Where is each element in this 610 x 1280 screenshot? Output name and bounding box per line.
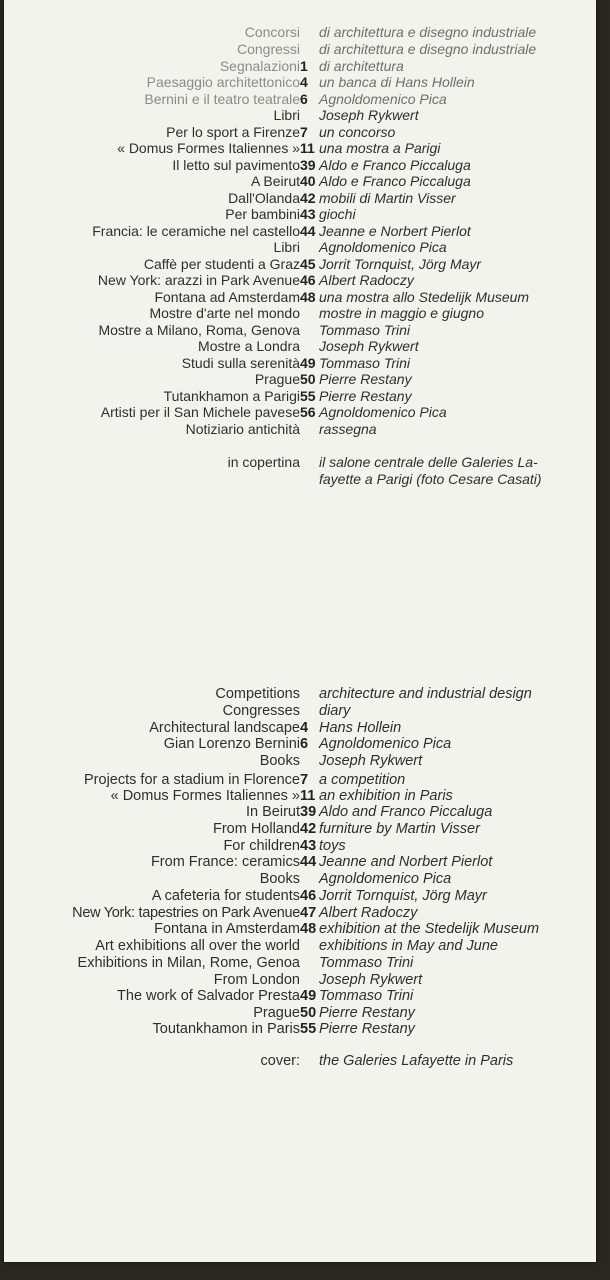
toc-desc: Tommaso Trini <box>319 988 414 1004</box>
toc-page: 1 <box>300 58 308 74</box>
toc-page: 43 <box>300 838 317 854</box>
toc-desc: Pierre Restany <box>319 388 412 404</box>
cover-row <box>4 1053 596 1070</box>
toc-row <box>4 753 596 770</box>
toc-row <box>4 388 596 405</box>
toc-page: 55 <box>300 388 316 404</box>
toc-label: From London <box>213 972 300 988</box>
toc-row <box>4 821 596 838</box>
toc-label: Per lo sport a Firenze <box>166 124 300 140</box>
toc-label: Caffè per studenti a Graz <box>143 256 300 272</box>
toc-label: A cafeteria for students <box>151 888 300 904</box>
toc-desc: an exhibition in Paris <box>319 788 453 804</box>
toc-label: Per bambini <box>225 206 300 222</box>
toc-page: 39 <box>300 804 317 820</box>
toc-label: Tutankhamon a Parigi <box>163 388 300 404</box>
toc-row <box>4 305 596 322</box>
toc-page: 42 <box>300 821 317 837</box>
toc-desc: giochi <box>319 206 356 222</box>
toc-label: Concorsi <box>244 24 300 40</box>
toc-row <box>4 720 596 737</box>
toc-page: 48 <box>300 921 317 937</box>
toc-row <box>4 854 596 871</box>
toc-label: Mostre d'arte nel mondo <box>149 305 300 321</box>
toc-desc: un concorso <box>319 124 396 140</box>
toc-page: 55 <box>300 1021 317 1037</box>
toc-desc: Pierre Restany <box>319 1005 415 1021</box>
toc-row <box>4 871 596 888</box>
toc-desc: una mostra a Parigi <box>319 140 441 156</box>
toc-page: 44 <box>300 854 317 870</box>
toc-label: Mostre a Londra <box>198 338 300 354</box>
toc-page: 6 <box>300 736 309 752</box>
toc-row <box>4 955 596 972</box>
toc-desc: Aldo and Franco Piccaluga <box>319 804 493 820</box>
toc-label: Il letto sul pavimento <box>172 157 300 173</box>
toc-page: 40 <box>300 173 316 189</box>
toc-desc: exhibition at the Stedelijk Museum <box>319 921 540 937</box>
toc-page: 4 <box>300 74 308 90</box>
toc-label: Fontana in Amsterdam <box>154 921 300 937</box>
toc-desc: mostre in maggio e giugno <box>319 305 484 321</box>
toc-label: Prague <box>253 1005 300 1021</box>
toc-page: 50 <box>300 371 316 387</box>
toc-row <box>4 124 596 141</box>
toc-row <box>4 338 596 355</box>
cover-desc: il salone centrale delle Galeries La- <box>319 454 538 470</box>
cover-label: in copertina <box>227 454 300 470</box>
toc-row <box>4 24 596 41</box>
toc-desc: Tommaso Trini <box>319 322 411 338</box>
toc-desc: Agnoldomenico Pica <box>319 871 452 887</box>
toc-label: Mostre a Milano, Roma, Genova <box>98 322 300 338</box>
toc-page: 4 <box>300 720 309 736</box>
toc-desc: diary <box>319 703 351 719</box>
toc-row <box>4 223 596 240</box>
toc-page: 47 <box>300 905 317 921</box>
toc-page: 50 <box>300 1005 317 1021</box>
toc-row <box>4 404 596 421</box>
toc-page: 42 <box>300 190 316 206</box>
toc-desc: Pierre Restany <box>319 371 412 387</box>
toc-label: Artisti per il San Michele pavese <box>100 404 300 420</box>
toc-desc: toys <box>319 838 346 854</box>
toc-label: Congresses <box>222 703 300 719</box>
toc-page: 11 <box>300 788 316 804</box>
toc-label: From Holland <box>212 821 300 837</box>
toc-desc: architecture and industrial design <box>319 686 532 702</box>
toc-row <box>4 355 596 372</box>
toc-row <box>4 173 596 190</box>
cover-desc: fayette a Parigi (foto Cesare Casati) <box>319 471 542 487</box>
toc-label: Prague <box>254 371 300 387</box>
toc-desc: Jorrit Tornquist, Jörg Mayr <box>319 888 487 904</box>
toc-page: 39 <box>300 157 316 173</box>
toc-row <box>4 371 596 388</box>
toc-desc: Hans Hollein <box>319 720 402 736</box>
toc-label: Books <box>259 871 300 887</box>
toc-desc: di architettura e disegno industriale <box>319 24 537 40</box>
toc-label: Exhibitions in Milan, Rome, Genoa <box>77 955 300 971</box>
toc-row <box>4 686 596 703</box>
toc-row <box>4 703 596 720</box>
toc-row <box>4 888 596 905</box>
toc-page: 7 <box>300 772 309 788</box>
toc-label: From France: ceramics <box>150 854 300 870</box>
toc-label: New York: tapestries on Park Avenue <box>72 905 300 921</box>
toc-row <box>4 190 596 207</box>
toc-row <box>4 838 596 855</box>
toc-row <box>4 239 596 256</box>
toc-page: 49 <box>300 988 317 1004</box>
toc-label: In Beirut <box>246 804 300 820</box>
toc-label: Segnalazioni <box>219 58 300 74</box>
toc-row <box>4 157 596 174</box>
toc-label: Bernini e il teatro teatrale <box>144 91 300 107</box>
toc-row <box>4 905 596 922</box>
toc-desc: Jeanne e Norbert Pierlot <box>319 223 471 239</box>
toc-label: Toutankhamon in Paris <box>152 1021 300 1037</box>
toc-page: 46 <box>300 888 317 904</box>
toc-row <box>4 322 596 339</box>
toc-label: Dall'Olanda <box>228 190 300 206</box>
toc-label: The work of Salvador Presta <box>117 988 300 1004</box>
toc-row <box>4 91 596 108</box>
toc-row <box>4 972 596 989</box>
toc-desc: Joseph Rykwert <box>319 338 419 354</box>
toc-desc: Tommaso Trini <box>319 355 411 371</box>
toc-page: 49 <box>300 355 316 371</box>
toc-label: Gian Lorenzo Bernini <box>163 736 300 752</box>
toc-label: Architectural landscape <box>149 720 300 736</box>
toc-label: Congressi <box>236 41 300 57</box>
toc-label: Studi sulla serenità <box>181 355 300 371</box>
toc-page: 56 <box>300 404 316 420</box>
toc-desc: Jeanne and Norbert Pierlot <box>319 854 493 870</box>
toc-desc: di architettura e disegno industriale <box>319 41 537 57</box>
toc-row <box>4 736 596 753</box>
toc-desc: mobili di Martin Visser <box>319 190 456 206</box>
toc-label: Projects for a stadium in Florence <box>84 772 300 788</box>
toc-row <box>4 58 596 75</box>
toc-desc: Jorrit Tornquist, Jörg Mayr <box>319 256 482 272</box>
toc-label: Francia: le ceramiche nel castello <box>92 223 300 239</box>
toc-row <box>4 1021 596 1038</box>
toc-page: 11 <box>300 140 315 156</box>
toc-desc: Agnoldomenico Pica <box>319 239 447 255</box>
toc-label: Notiziario antichità <box>185 421 300 437</box>
toc-row <box>4 421 596 438</box>
toc-desc: furniture by Martin Visser <box>319 821 480 837</box>
toc-label: Libri <box>273 107 300 123</box>
toc-page: 44 <box>300 223 316 239</box>
toc-label: A Beirut <box>250 173 300 189</box>
toc-row <box>4 256 596 273</box>
toc-label: For children <box>223 838 300 854</box>
toc-row <box>4 206 596 223</box>
contents-card <box>4 0 596 1262</box>
toc-label: Fontana ad Amsterdam <box>154 289 300 305</box>
toc-desc: rassegna <box>319 421 377 437</box>
toc-desc: Agnoldomenico Pica <box>319 91 447 107</box>
toc-desc: un banca di Hans Hollein <box>319 74 475 90</box>
toc-page: 6 <box>300 91 308 107</box>
toc-row <box>4 988 596 1005</box>
toc-desc: Joseph Rykwert <box>319 972 423 988</box>
toc-label: Books <box>259 753 300 769</box>
toc-row <box>4 938 596 955</box>
toc-desc: exhibitions in May and June <box>319 938 498 954</box>
toc-desc: Tommaso Trini <box>319 955 414 971</box>
cover-desc: the Galeries Lafayette in Paris <box>319 1053 514 1069</box>
toc-page: 7 <box>300 124 308 140</box>
toc-label: Paesaggio architettonico <box>146 74 300 90</box>
toc-desc: a competition <box>319 772 406 788</box>
toc-desc: una mostra allo Stedelijk Museum <box>319 289 530 305</box>
toc-page: 45 <box>300 256 316 272</box>
toc-label: Libri <box>273 239 300 255</box>
toc-row <box>4 74 596 91</box>
cover-label: cover: <box>260 1053 300 1069</box>
cover-row-continued <box>4 471 596 488</box>
toc-row <box>4 107 596 124</box>
toc-row <box>4 272 596 289</box>
toc-row <box>4 41 596 58</box>
toc-label: Art exhibitions all over the world <box>95 938 300 954</box>
toc-desc: Aldo e Franco Piccaluga <box>319 157 471 173</box>
toc-page: 43 <box>300 206 316 222</box>
toc-page: 46 <box>300 272 316 288</box>
toc-desc: Joseph Rykwert <box>319 753 423 769</box>
toc-label: « Domus Formes Italiennes » <box>110 788 300 804</box>
toc-row <box>4 804 596 821</box>
toc-row <box>4 788 596 805</box>
toc-desc: Albert Radoczy <box>319 272 414 288</box>
toc-desc: Joseph Rykwert <box>319 107 419 123</box>
toc-row <box>4 1005 596 1022</box>
toc-desc: Agnoldomenico Pica <box>319 736 452 752</box>
toc-page: 48 <box>300 289 316 305</box>
toc-row <box>4 289 596 306</box>
toc-label: « Domus Formes Italiennes » <box>117 140 300 156</box>
toc-desc: Pierre Restany <box>319 1021 415 1037</box>
toc-row <box>4 772 596 789</box>
cover-row <box>4 454 596 471</box>
toc-desc: di architettura <box>319 58 404 74</box>
toc-row <box>4 140 596 157</box>
toc-desc: Agnoldomenico Pica <box>319 404 447 420</box>
toc-desc: Albert Radoczy <box>319 905 418 921</box>
toc-row <box>4 921 596 938</box>
toc-label: New York: arazzi in Park Avenue <box>97 272 300 288</box>
toc-desc: Aldo e Franco Piccaluga <box>319 173 471 189</box>
toc-label: Competitions <box>215 686 300 702</box>
